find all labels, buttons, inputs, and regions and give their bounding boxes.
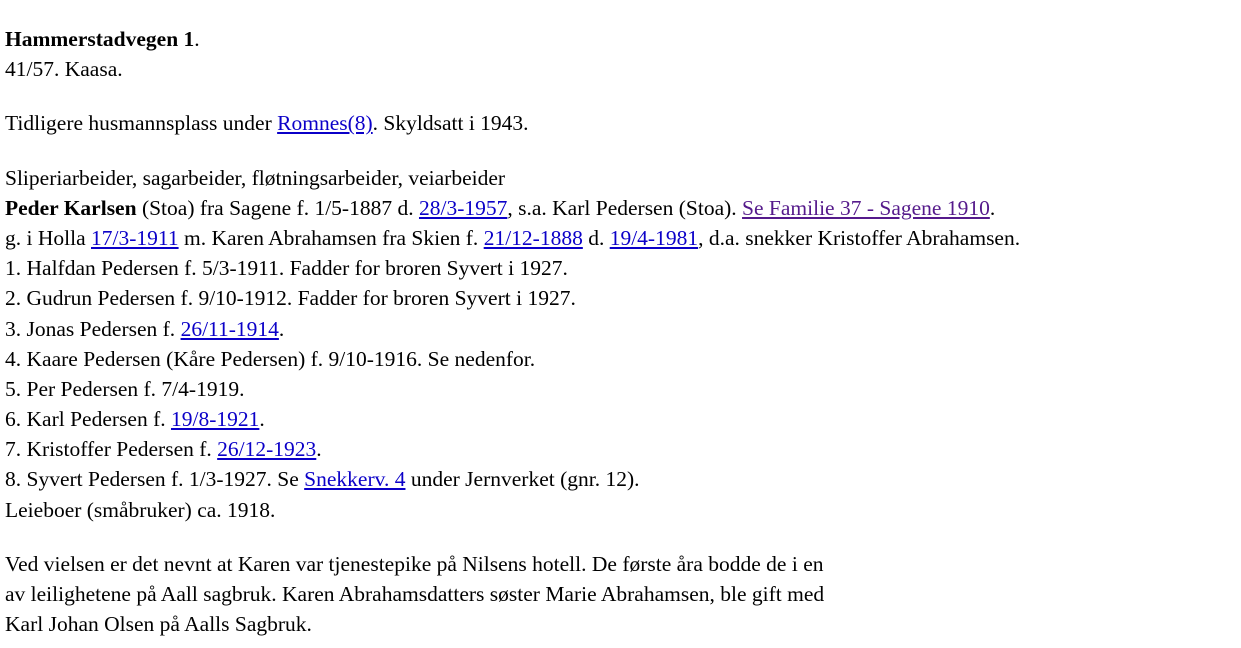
person-text-2: , s.a. Karl Pedersen (Stoa). xyxy=(507,195,743,220)
notes-line-3: Karl Johan Olsen på Aalls Sagbruk. xyxy=(5,612,312,637)
spacer xyxy=(5,139,1241,163)
marriage-text-2: m. Karen Abrahamsen fra Skien f. xyxy=(178,225,484,250)
child-3-text: 3. Jonas Pedersen f. xyxy=(5,316,181,341)
child-6-text: 6. Karl Pedersen f. xyxy=(5,407,171,432)
notes-line-2: av leilighetene på Aall sagbruk. Karen Abrahamsdatters søster Marie Abrahamsen, ble gift med xyxy=(5,582,825,606)
child-7-date-link[interactable]: 26/12-1923 xyxy=(217,437,317,462)
child-3-date-link[interactable]: 26/11-1914 xyxy=(180,316,279,341)
person-death-date-link[interactable]: 28/3-1957 xyxy=(418,195,508,220)
spacer xyxy=(5,525,1241,549)
child-6-date-link[interactable]: 19/8-1921 xyxy=(170,407,260,432)
address-title: Hammerstadvegen 1 xyxy=(5,27,195,51)
property-id: 41/57. Kaasa. xyxy=(5,57,123,82)
child-7-end: . xyxy=(316,437,322,462)
child-8-end: under Jernverket (gnr. 12). xyxy=(405,467,640,492)
child-4: 4. Kaare Pedersen (Kåre Pedersen) f. 9/10-1916. Se nedenfor. xyxy=(5,346,536,371)
address-suffix: . xyxy=(194,27,200,51)
child-8 xyxy=(5,464,1241,494)
marriage-text-4: , d.a. snekker Kristoffer Abrahamsen. xyxy=(698,225,1021,250)
spacer xyxy=(5,84,1241,108)
child-3 xyxy=(5,314,1241,344)
child-6 xyxy=(5,404,1241,434)
child-8-text: 8. Syvert Pedersen f. 1/3-1927. Se xyxy=(5,467,305,492)
child-3-end: . xyxy=(278,316,285,341)
person-name: Peder Karlsen xyxy=(5,195,137,220)
child-6-end: . xyxy=(259,407,265,432)
marriage-line xyxy=(5,223,1241,253)
marriage-date-link[interactable]: 17/3-1911 xyxy=(91,225,179,250)
child-2: 2. Gudrun Pedersen f. 9/10-1912. Fadder for broren Syvert i 1927. xyxy=(5,286,576,311)
address-heading xyxy=(5,24,1241,54)
person-text-1: (Stoa) fra Sagene f. 1/5-1887 d. xyxy=(136,195,419,220)
child-7-text: 7. Kristoffer Pedersen f. xyxy=(5,437,218,462)
snekkerv-link[interactable]: Snekkerv. 4 xyxy=(304,467,406,492)
history-suffix: . Skyldsatt i 1943. xyxy=(372,111,529,136)
history-paragraph xyxy=(5,108,1241,138)
spouse-birth-date-link[interactable]: 21/12-1888 xyxy=(483,225,583,250)
person-line xyxy=(5,193,1241,223)
romnes-link[interactable]: Romnes(8) xyxy=(277,111,373,136)
tenant-line: Leieboer (småbruker) ca. 1918. xyxy=(5,497,276,522)
occupation-line: Sliperiarbeider, sagarbeider, fløtningsarbeider, veiarbeider xyxy=(5,165,506,190)
child-7 xyxy=(5,434,1241,464)
history-prefix: Tidligere husmannsplass under xyxy=(5,111,278,136)
notes-line-1: Ved vielsen er det nevnt at Karen var tjenestepike på Nilsens hotell. De første åra bodde de i en xyxy=(5,551,824,576)
family-census-link[interactable]: Se Familie 37 - Sagene 1910 xyxy=(742,195,990,220)
child-5: 5. Per Pedersen f. 7/4-1919. xyxy=(5,376,245,401)
person-text-3: . xyxy=(989,195,996,220)
spouse-death-date-link[interactable]: 19/4-1981 xyxy=(609,225,699,250)
marriage-text-3: d. xyxy=(582,225,610,250)
marriage-text-1: g. i Holla xyxy=(5,225,91,250)
child-1: 1. Halfdan Pedersen f. 5/3-1911. Fadder for broren Syvert i 1927. xyxy=(5,256,568,281)
